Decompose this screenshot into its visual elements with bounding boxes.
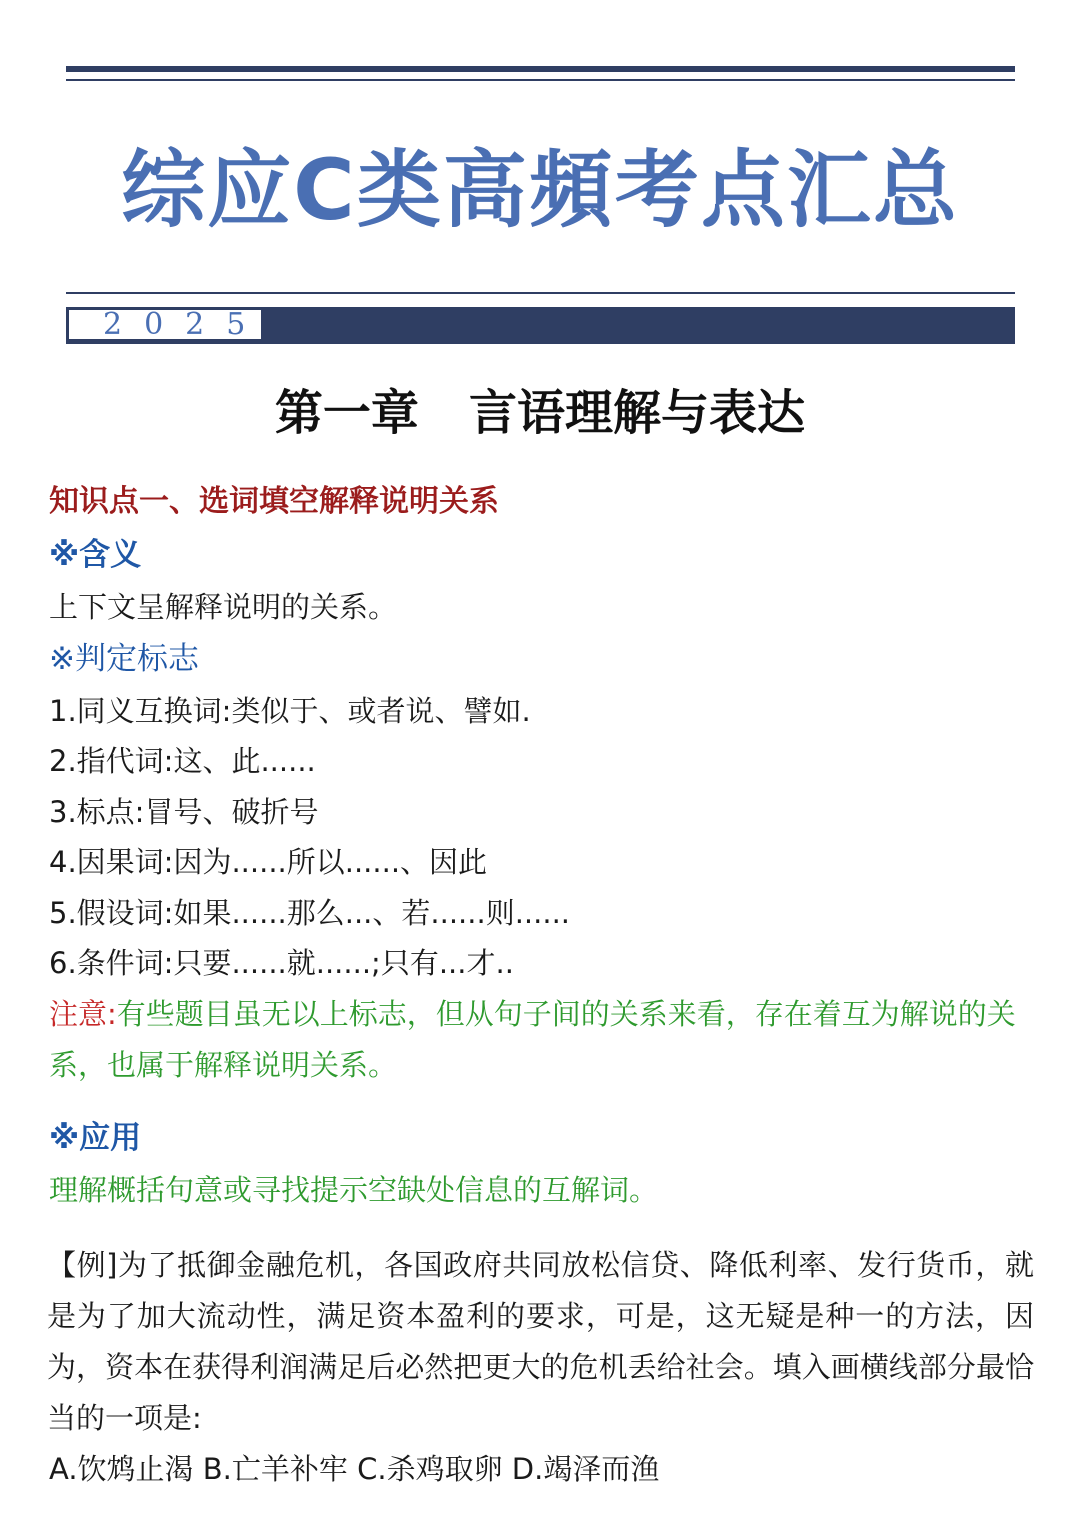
year-label: 2025	[68, 309, 262, 340]
sign-item: 2.指代词:这、此......	[49, 744, 316, 778]
meaning-text: 上下文呈解释说明的关系。	[49, 590, 398, 624]
sign-item: 5.假设词:如果......那么...、若......则......	[49, 895, 571, 930]
header-bottom-rule-thin	[66, 292, 1015, 294]
sign-item: 6.条件词:只要......就......;只有...才..	[49, 946, 514, 980]
example-question: 【例]为了抵御金融危机，各国政府共同放松信贷、降低利率、发行货币，就是为了加大流动性，满足资本盈利的要求，可是，这无疑是种一的方法，因为，资本在获得利润满足后必然把更大的危机丢给社会。填入画横线部分最恰当的一项是:	[47, 1248, 1034, 1435]
note-paragraph	[49, 989, 1034, 1091]
knowledge-point-title: 知识点一、选词填空解释说明关系	[49, 484, 499, 519]
header-top-rule-thin	[66, 79, 1015, 81]
sign-item: 3.标点:冒号、破折号	[49, 794, 319, 829]
note-label: 注意:	[49, 996, 117, 1031]
application-heading: ※应用	[49, 1119, 142, 1156]
sign-item: 4.因果词:因为......所以......、因此	[49, 845, 488, 879]
header-top-rule-thick	[66, 66, 1015, 72]
application-text: 理解概括句意或寻找提示空缺处信息的互解词。	[49, 1172, 659, 1207]
content-body	[49, 475, 1034, 1495]
chapter-title: 第一章 言语理解与表达	[274, 385, 806, 441]
sign-item: 1.同义互换词:类似于、或者说、譬如.	[49, 693, 531, 728]
meaning-heading: ※含义	[49, 537, 142, 573]
example-options: A.饮鸩止渴 B.亡羊补牢 C.杀鸡取卵 D.竭泽而渔	[49, 1452, 660, 1486]
signs-heading: ※判定标志	[49, 640, 199, 677]
year-banner	[66, 307, 1015, 344]
note-text: 有些题目虽无以上标志，但从句子间的关系来看，存在着互为解说的关系，也属于解释说明关系。	[49, 996, 1016, 1082]
page-title: 综应C类高頻考点汇总	[121, 141, 959, 239]
